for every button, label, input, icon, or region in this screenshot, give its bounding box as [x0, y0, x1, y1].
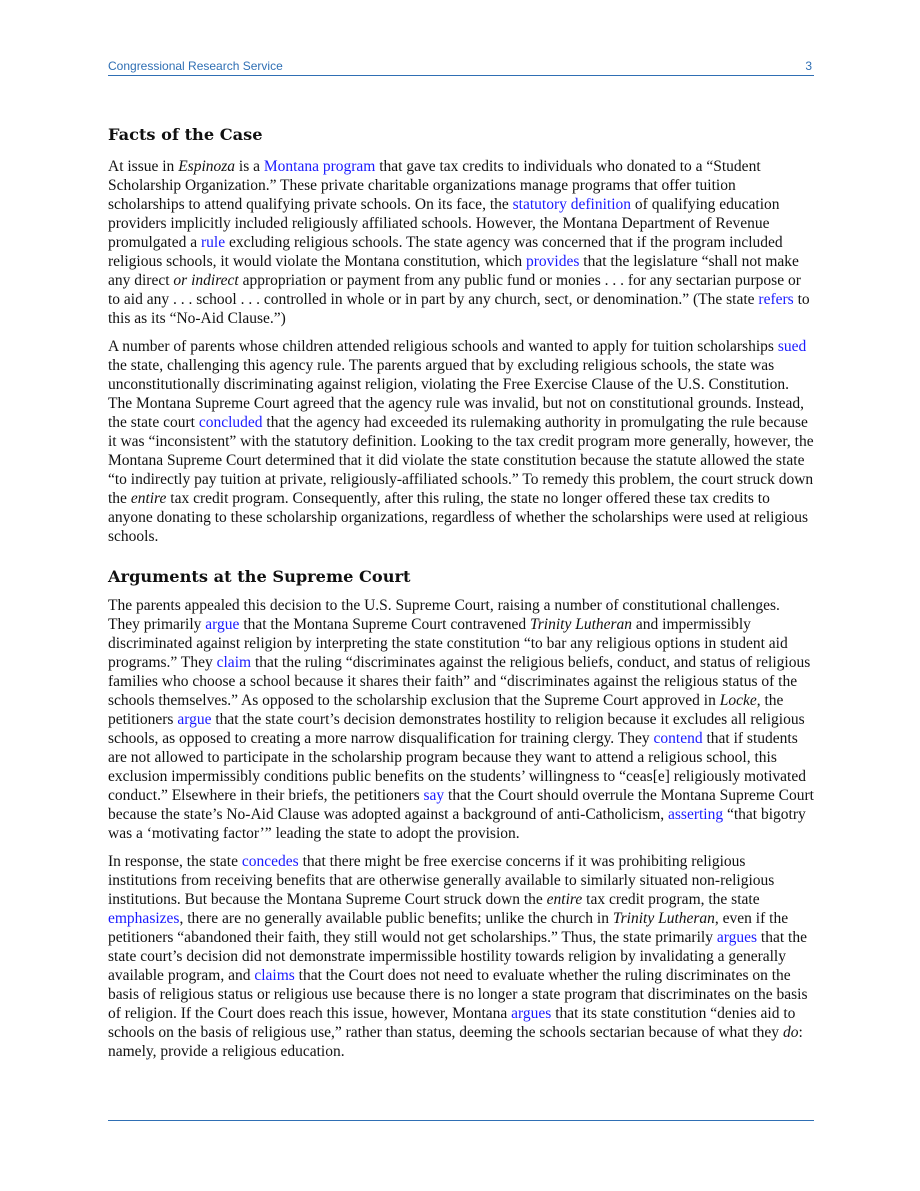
section-heading-arguments: Arguments at the Supreme Court [108, 567, 411, 586]
page-header [108, 57, 814, 76]
inline-link[interactable]: contend [653, 730, 703, 747]
text-run: In response, the state [108, 853, 242, 870]
text-run: tax credit program, the state [582, 891, 760, 908]
page-number: 3 [805, 59, 812, 73]
text-run: The parents appealed this decision to the U.S. Supreme Court, raising a number of constitutional challenges. They primarily [108, 597, 780, 633]
text-run: that the ruling “discriminates against the religious beliefs, conduct, and status of religious families who choose a school because it shares their faith” and “discriminates against the religious status of the schools themselves.” As opposed to the scholarship exclusion that the Supreme Court approved in [108, 654, 811, 709]
italic-text: do [782, 1024, 799, 1041]
text-run: that there might be free exercise concerns if it was prohibiting religious institutions from receiving benefits that are otherwise generally available to similarly situated non-religious institutions. But because the Montana Supreme Court struck down the [108, 853, 775, 908]
organization-name: Congressional Research Service [108, 59, 283, 73]
document-body [108, 124, 814, 1061]
italic-text: entire [130, 490, 167, 507]
paragraph [108, 337, 814, 546]
inline-link[interactable]: Montana program [263, 158, 376, 175]
paragraph [108, 852, 814, 1061]
text-run: that its state constitution “denies aid to schools on the basis of religious use,” rather than status, deeming the schools sectarian because of what they [108, 1005, 796, 1041]
inline-link[interactable]: claim [216, 654, 252, 671]
text-run: appropriation or payment from any public fund or monies . . . for any sectarian purpose or to aid any . . . school . . . controlled in whole or in part by any church, sect, or denomination.” (The state [108, 272, 801, 308]
inline-link[interactable]: asserting [668, 806, 724, 823]
text-run: that the Court does not need to evaluate whether the ruling discriminates on the basis of religious status or religious use because there is no longer a state program that discriminates on the basis of religion. If the Court does reach this issue, however, Montana [108, 967, 808, 1022]
text-run: that the agency had exceeded its rulemaking authority in promulgating the rule because it was “inconsistent” with the statutory definition. Looking to the tax credit program more generally, however, the Montana Supreme Court determined that it did violate the state constitution because the statute allowed the state “to indirectly pay tuition at private, religiously-affiliated schools.” To remedy this problem, the court struck down the [108, 414, 814, 507]
text-run: A number of parents whose children attended religious schools and wanted to apply for tuition scholarships [108, 338, 778, 355]
inline-link[interactable]: statutory definition [512, 196, 632, 213]
section-heading-facts: Facts of the Case [108, 125, 263, 144]
text-run: excluding religious schools. The state agency was concerned that if the program included religious schools, it would violate the Montana constitution, which [108, 234, 783, 270]
footer-divider [108, 1120, 814, 1121]
inline-link[interactable]: argue [205, 616, 240, 633]
italic-text: entire [546, 891, 583, 908]
text-run: that the state court’s decision did not demonstrate impermissible hostility towards religion by invalidating a generally available program, and [108, 929, 807, 984]
text-run: , even if the petitioners “abandoned their faith, they still would not get scholarships.” Thus, the state primarily [108, 910, 789, 946]
text-run: “that bigotry was a ‘motivating factor’” leading the state to adopt the provision. [108, 806, 806, 842]
text-run: : namely, provide a religious education. [108, 1024, 803, 1060]
paragraph [108, 157, 814, 328]
inline-link[interactable]: argue [177, 711, 212, 728]
italic-text: Trinity Lutheran [529, 616, 633, 633]
inline-link[interactable]: argues [716, 929, 758, 946]
inline-link[interactable]: refers [758, 291, 794, 308]
inline-link[interactable]: provides [526, 253, 580, 270]
text-run: to this as its “No-Aid Clause.”) [108, 291, 810, 327]
italic-text: Espinoza [178, 158, 236, 175]
inline-link[interactable]: claims [254, 967, 295, 984]
text-run: , there are no generally available public benefits; unlike the church in [179, 910, 613, 927]
italic-text: Trinity Lutheran [612, 910, 715, 927]
inline-link[interactable]: emphasizes [108, 910, 180, 927]
text-run: that the state court’s decision demonstrates hostility to religion because it excludes all religious schools, as opposed to creating a more narrow disqualification for training clergy. They [108, 711, 805, 747]
inline-link[interactable]: rule [200, 234, 226, 251]
paragraph [108, 596, 814, 843]
inline-link[interactable]: say [423, 787, 445, 804]
inline-link[interactable]: argues [511, 1005, 552, 1022]
inline-link[interactable]: sued [777, 338, 807, 355]
text-run: that if students are not allowed to participate in the scholarship program because they want to attend a religious school, this exclusion impermissibly conditions public benefits on the students’ willingness to “ceas[e] religiously motivated conduct.” Elsewhere in their briefs, the petitioners [108, 730, 806, 804]
text-run: , the petitioners [108, 692, 784, 728]
text-run: and impermissibly discriminated against religion by interpreting the state constitution “to bar any religious options in student aid programs.” They [108, 616, 788, 671]
text-run: that the Court should overrule the Montana Supreme Court because the state’s No-Aid Clause was adopted against a background of anti-Catholicism, [108, 787, 814, 823]
text-run: tax credit program. Consequently, after this ruling, the state no longer offered these tax credits to anyone donating to these scholarship organizations, regardless of whether the scholarships were used at religious schools. [108, 490, 809, 545]
italic-text: or indirect [173, 272, 239, 289]
text-run: is a [235, 158, 264, 175]
text-run: that the Montana Supreme Court contravened [239, 616, 530, 633]
text-run: that gave tax credits to individuals who donated to a “Student Scholarship Organization.” These private charitable organizations manage programs that offer tuition scholarships to attend qualifying private schools. On its face, the [108, 158, 761, 213]
text-run: that the legislature “shall not make any direct [108, 253, 799, 289]
text-run: the state, challenging this agency rule. The parents argued that by excluding religious schools, the state was unconstitutionally discriminating against religion, violating the Free Exercise Clause of the U.S. Constitution. The Montana Supreme Court agreed that the agency rule was invalid, but not on constitutional grounds. Instead, the state court [108, 357, 805, 431]
inline-link[interactable]: concluded [198, 414, 263, 431]
text-run: At issue in [108, 158, 179, 175]
text-run: of qualifying education providers implicitly included religiously affiliated schools. However, the Montana Department of Revenue promulgated a [108, 196, 780, 251]
inline-link[interactable]: concedes [241, 853, 299, 870]
italic-text: Locke [719, 692, 757, 709]
